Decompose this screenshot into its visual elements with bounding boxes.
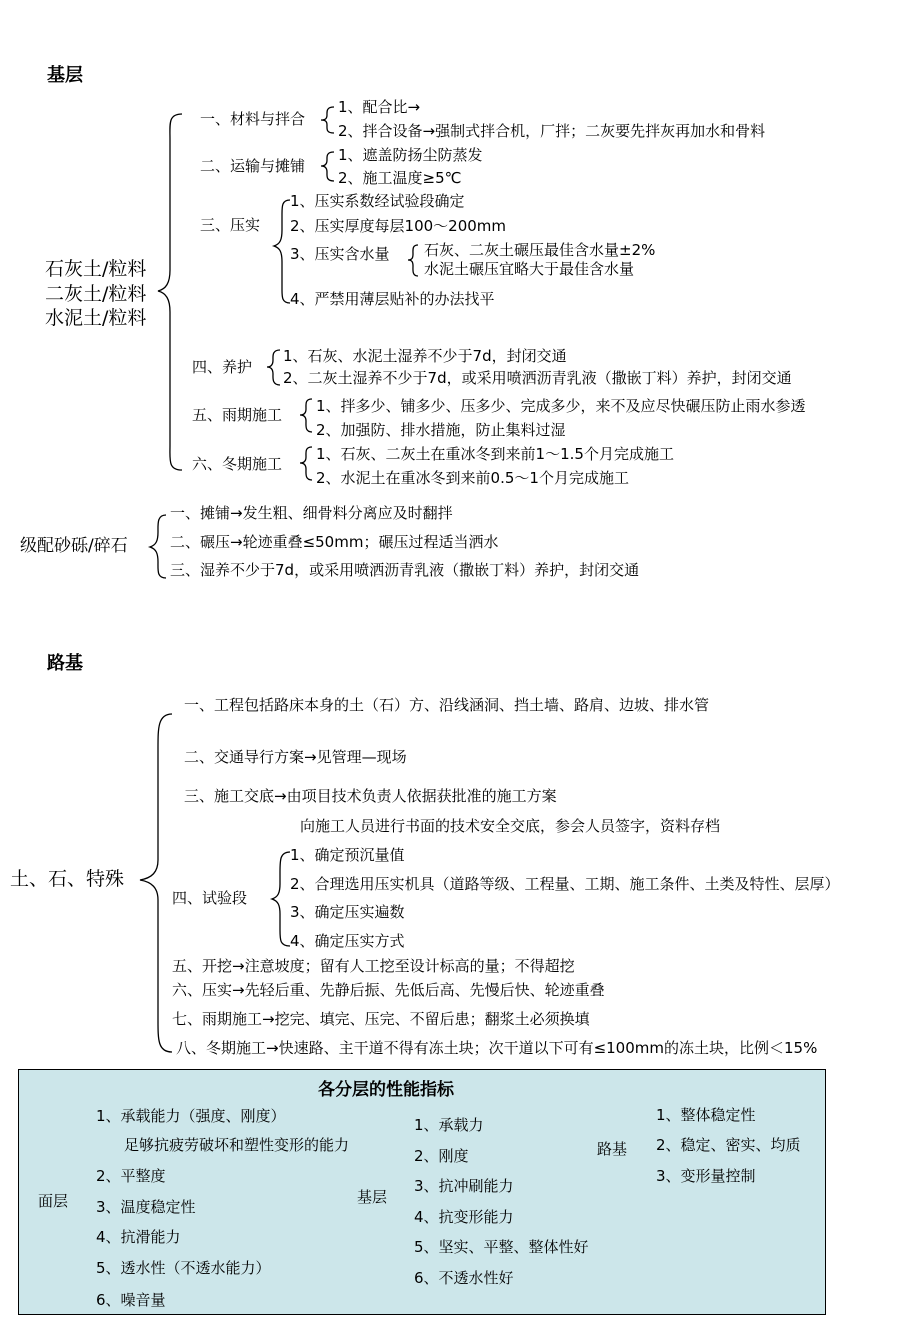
subgrade-item-6: 六、压实→先轻后重、先静后振、先低后高、先慢后快、轮迹重叠	[172, 981, 605, 999]
base-s5-item-2: 2、加强防、排水措施，防止集料过湿	[316, 421, 566, 439]
perf-surface-item-4: 4、抗滑能力	[96, 1228, 181, 1246]
subgrade-item-1: 一、工程包括路床本身的土（石）方、沿线涵洞、挡土墙、路肩、边坡、排水管	[184, 696, 710, 714]
perf-sub-item-3: 3、变形量控制	[656, 1167, 756, 1185]
subgrade-test-item-1: 1、确定预沉量值	[290, 846, 405, 864]
subgrade-test-label: 四、试验段	[172, 889, 248, 907]
base-title: 基层	[47, 65, 83, 86]
brace-s6	[300, 447, 312, 480]
brace-s2	[321, 152, 334, 181]
perf-surface-item-5: 5、透水性（不透水能力）	[96, 1259, 271, 1277]
base-material-2: 二灰土/粒料	[45, 283, 147, 305]
subgrade-title: 路基	[47, 653, 83, 674]
subgrade-item-3b: 向施工人员进行书面的技术安全交底，参会人员签字，资料存档	[300, 817, 721, 835]
subgrade-item-2: 二、交通导行方案→见管理—现场	[184, 748, 407, 766]
base-s3-item-2: 2、压实厚度每层100～200mm	[290, 217, 507, 235]
gravel-item-1: 一、摊铺→发生粗、细骨料分离应及时翻拌	[170, 504, 453, 522]
perf-surface-label: 面层	[38, 1192, 69, 1210]
subgrade-item-7: 七、雨期施工→挖完、填完、压完、不留后患；翻浆土必须换填	[172, 1010, 590, 1028]
brace-s5	[300, 399, 312, 432]
brace-s1	[321, 107, 334, 133]
base-s3-label: 三、压实	[200, 216, 261, 234]
base-s6-item-1: 1、石灰、二灰土在重冰冬到来前1～1.5个月完成施工	[316, 445, 674, 463]
base-s2-item-2: 2、施工温度≥5℃	[338, 169, 462, 187]
subgrade-test-item-2: 2、合理选用压实机具（道路等级、工程量、工期、施工条件、土类及特性、层厚）	[290, 875, 840, 893]
base-s1-item-1: 1、配合比→	[338, 98, 421, 116]
perf-base-item-6: 6、不透水性好	[414, 1269, 514, 1287]
base-s2-label: 二、运输与摊铺	[200, 157, 306, 175]
perf-surface-item-6: 6、噪音量	[96, 1291, 166, 1309]
base-s3-sub-2: 水泥土碾压宜略大于最佳含水量	[424, 260, 635, 278]
brace-test-section	[272, 852, 290, 946]
subgrade-test-item-4: 4、确定压实方式	[290, 932, 405, 950]
base-s2-item-1: 1、遮盖防扬尘防蒸发	[338, 146, 483, 164]
brace-base-materials	[158, 114, 182, 470]
subgrade-item-8: 八、冬期施工→快速路、主干道不得有冻土块；次干道以下可有≤100mm的冻土块，比例＜15%	[176, 1039, 818, 1057]
brace-s3	[274, 200, 290, 303]
subgrade-label: 土、石、特殊	[10, 868, 125, 890]
perf-base-item-4: 4、抗变形能力	[414, 1208, 514, 1226]
base-s4-item-2: 2、二灰土湿养不少于7d，或采用喷洒沥青乳液（撒嵌丁料）养护，封闭交通	[283, 369, 792, 387]
perf-sub-label: 路基	[597, 1140, 628, 1158]
perf-surface-item-1: 1、承载能力（强度、刚度）	[96, 1107, 286, 1125]
base-s1-label: 一、材料与拌合	[200, 110, 306, 128]
gravel-item-2: 二、碾压→轮迹重叠≤50mm；碾压过程适当洒水	[170, 533, 499, 551]
base-s5-item-1: 1、拌多少、铺多少、压多少、完成多少，来不及应尽快碾压防止雨水参透	[316, 397, 806, 415]
perf-base-item-1: 1、承载力	[414, 1116, 484, 1134]
perf-base-item-5: 5、坚实、平整、整体性好	[414, 1238, 589, 1256]
base-s5-label: 五、雨期施工	[192, 406, 283, 424]
base-s4-label: 四、养护	[192, 358, 253, 376]
perf-title: 各分层的性能指标	[318, 1080, 454, 1100]
subgrade-test-item-3: 3、确定压实遍数	[290, 903, 405, 921]
subgrade-item-5: 五、开挖→注意坡度；留有人工挖至设计标高的量；不得超挖	[172, 957, 575, 975]
brace-s4	[267, 350, 280, 385]
base-s4-item-1: 1、石灰、水泥土湿养不少于7d，封闭交通	[283, 347, 567, 365]
perf-base-label: 基层	[357, 1188, 388, 1206]
base-s1-item-2: 2、拌合设备→强制式拌合机，厂拌；二灰要先拌灰再加水和骨料	[338, 122, 766, 140]
subgrade-item-3a: 三、施工交底→由项目技术负责人依据获批准的施工方案	[184, 787, 557, 805]
brace-gravel	[150, 515, 166, 578]
base-material-3: 水泥土/粒料	[45, 307, 147, 329]
perf-base-item-2: 2、刚度	[414, 1147, 469, 1165]
brace-subgrade	[140, 714, 172, 1052]
gravel-item-3: 三、湿养不少于7d，或采用喷洒沥青乳液（撒嵌丁料）养护，封闭交通	[170, 561, 640, 579]
perf-surface-item-3: 3、温度稳定性	[96, 1198, 196, 1216]
brace-s3-sub	[408, 245, 418, 276]
base-s6-item-2: 2、水泥土在重冰冬到来前0.5～1个月完成施工	[316, 469, 629, 487]
perf-surface-item-1b: 足够抗疲劳破坏和塑性变形的能力	[124, 1136, 350, 1154]
perf-sub-item-1: 1、整体稳定性	[656, 1106, 756, 1124]
base-s6-label: 六、冬期施工	[192, 455, 283, 473]
perf-sub-item-2: 2、稳定、密实、均质	[656, 1136, 801, 1154]
base-material-1: 石灰土/粒料	[45, 258, 147, 280]
base-s3-item-3: 3、压实含水量	[290, 245, 390, 263]
gravel-label: 级配砂砾/碎石	[20, 536, 128, 556]
base-s3-item-1: 1、压实系数经试验段确定	[290, 192, 465, 210]
base-s3-sub-1: 石灰、二灰土碾压最佳含水量±2%	[424, 241, 656, 259]
perf-surface-item-2: 2、平整度	[96, 1167, 166, 1185]
perf-base-item-3: 3、抗冲刷能力	[414, 1177, 514, 1195]
base-s3-item-4: 4、严禁用薄层贴补的办法找平	[290, 290, 495, 308]
